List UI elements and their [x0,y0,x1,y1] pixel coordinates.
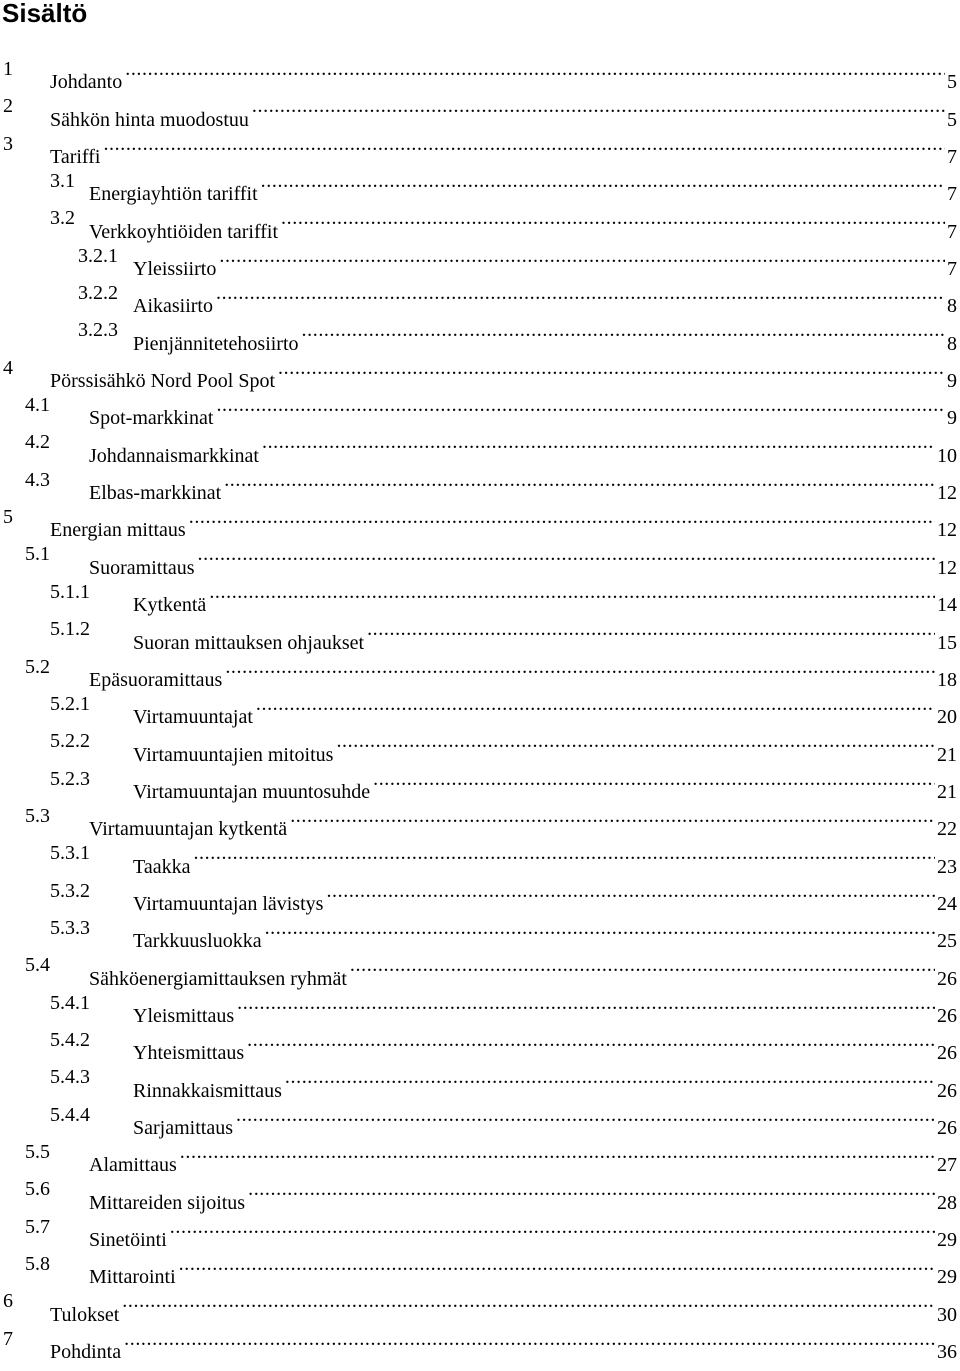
toc-entry[interactable] [0,126,960,169]
toc-entry[interactable] [0,1246,960,1289]
toc-entry[interactable] [0,723,960,766]
dot-leader [265,910,935,947]
toc-entry-page-number: 36 [937,1341,957,1364]
dot-leader [170,1209,935,1246]
toc-entry-page-number: 10 [937,444,957,467]
toc-entry-number: 5.2.1 [50,692,90,715]
dot-leader [180,1134,935,1171]
table-of-contents [0,51,960,1364]
toc-entry-page-number: 29 [937,1266,957,1289]
toc-entry-page-number: 22 [937,818,957,841]
toc-entry-number: 4.3 [25,468,50,491]
toc-entry[interactable] [0,910,960,953]
toc-entry-number: 7 [3,1327,13,1350]
toc-entry-title[interactable]: Suoramittaus [89,550,196,587]
toc-entry-title[interactable]: Virtamuuntajat [133,699,254,736]
dot-leader [219,238,945,275]
dot-leader [236,1097,935,1134]
toc-entry-number: 2 [3,95,13,118]
dot-leader [281,200,945,237]
toc-entry-number: 3.2 [50,207,75,230]
toc-entry-title[interactable]: Tariffi [50,139,101,176]
toc-entry-title[interactable]: Yleismittaus [133,998,235,1035]
toc-entry[interactable] [0,238,960,281]
toc-entry-title[interactable]: Energiayhtiön tariffit [89,176,259,213]
dot-leader [103,126,945,163]
toc-entry-title[interactable]: Mittarointi [89,1259,177,1296]
toc-entry-number: 5.1.2 [50,618,90,641]
toc-entry-title[interactable]: Sähkön hinta muodostuu [50,102,250,139]
toc-entry-number: 4.2 [25,431,50,454]
toc-entry-title[interactable]: Tulokset [50,1297,120,1334]
toc-entry[interactable] [0,163,960,206]
toc-entry[interactable] [0,88,960,131]
toc-entry[interactable] [0,499,960,542]
page-title: Sisältö [2,0,88,28]
toc-entry[interactable] [0,1097,960,1139]
dot-leader [125,51,945,88]
toc-entry-number: 5.7 [25,1215,50,1238]
toc-entry[interactable] [0,947,960,990]
toc-entry-title[interactable]: Pienjännitetehosiirto [133,326,300,363]
dot-leader [189,499,935,536]
dot-leader [336,723,935,760]
toc-entry-title[interactable]: Pohdinta [50,1334,122,1371]
toc-entry-number: 5.3 [25,804,50,827]
dot-leader [179,1246,935,1283]
toc-entry[interactable] [0,611,960,654]
toc-entry-page-number: 8 [947,332,957,355]
toc-entry[interactable] [0,536,960,579]
toc-entry-number: 4.1 [25,394,50,417]
dot-leader [209,574,935,611]
dot-leader [326,873,935,910]
toc-entry-title[interactable]: Pörssisähkö Nord Pool Spot [50,363,276,400]
dot-leader [261,163,945,200]
toc-entry-page-number: 15 [937,631,957,654]
toc-entry[interactable] [0,462,960,505]
toc-entry-title[interactable]: Mittareiden sijoitus [89,1185,246,1222]
toc-entry-number: 5.1 [25,543,50,566]
toc-entry-title[interactable]: Epäsuoramittaus [89,662,223,699]
toc-entry[interactable] [0,275,960,318]
toc-entry-page-number: 7 [947,146,957,169]
toc-entry[interactable] [0,51,960,94]
dot-leader [248,1171,935,1208]
toc-entry-title[interactable]: Energian mittaus [50,512,187,549]
toc-entry[interactable] [0,1321,960,1364]
toc-entry-number: 5.4.1 [50,991,90,1014]
dot-leader [122,1283,935,1320]
toc-entry-page-number: 5 [947,71,957,94]
toc-entry[interactable] [0,350,960,393]
dot-leader [237,985,935,1022]
toc-entry[interactable] [0,574,960,617]
dot-leader [216,275,945,312]
toc-entry-page-number: 26 [937,1004,957,1027]
toc-entry-page-number: 25 [937,930,957,953]
toc-entry-page-number: 26 [937,1116,957,1139]
toc-entry-page-number: 9 [947,370,957,393]
dot-leader [256,686,935,723]
toc-entry[interactable] [0,873,960,915]
toc-entry-number: 5.6 [25,1178,50,1201]
toc-entry[interactable] [0,1022,960,1065]
toc-entry-title[interactable]: Sarjamittaus [133,1110,234,1147]
toc-entry[interactable] [0,1059,960,1102]
dot-leader [224,462,935,499]
toc-entry-title[interactable]: Yleissiirto [133,251,217,288]
toc-entry-title[interactable]: Taakka [133,849,191,886]
toc-entry-page-number: 29 [937,1229,957,1251]
toc-entry-title[interactable]: Virtamuuntajan lävistys [133,886,324,923]
toc-entry-number: 5.8 [25,1253,50,1275]
dot-leader [247,1022,935,1059]
toc-entry-page-number: 7 [947,258,957,281]
toc-entry[interactable] [0,798,960,841]
toc-entry-page-number: 14 [937,594,957,617]
dot-leader [290,798,935,835]
toc-entry[interactable] [0,1134,960,1177]
toc-entry-page-number: 9 [947,407,957,430]
toc-entry-number: 5.4 [25,954,50,977]
toc-entry-page-number: 23 [937,855,957,878]
toc-entry-title[interactable]: Verkkoyhtiöiden tariffit [89,214,279,251]
toc-entry-number: 1 [3,58,13,80]
toc-entry-page-number: 20 [937,706,957,729]
dot-leader [373,761,935,798]
toc-entry-number: 5.2.3 [50,767,90,790]
toc-entry-page-number: 30 [937,1303,957,1326]
toc-entry-number: 5.1.1 [50,580,90,603]
toc-entry-title[interactable]: Johdanto [50,64,123,101]
toc-entry-page-number: 24 [937,892,957,915]
dot-leader [262,424,935,461]
toc-entry-page-number: 26 [937,1079,957,1102]
toc-entry-page-number: 26 [937,1042,957,1065]
dot-leader [124,1321,935,1358]
toc-entry-number: 4 [3,356,13,379]
dot-leader [278,350,945,387]
dot-leader [198,536,935,573]
toc-entry-number: 5.5 [25,1140,50,1163]
toc-entry[interactable] [0,1209,960,1251]
dot-leader [367,611,935,648]
dot-leader [302,312,945,349]
toc-entry-number: 3.2.3 [78,319,118,342]
toc-entry-page-number: 7 [947,183,957,206]
toc-entry-title[interactable]: Spot-markkinat [89,400,214,437]
toc-entry-page-number: 8 [947,295,957,318]
toc-entry-title[interactable]: Sinetöinti [89,1222,168,1259]
toc-entry-title[interactable]: Virtamuuntajien mitoitus [133,737,334,774]
toc-entry-page-number: 21 [937,743,957,766]
toc-entry-number: 5.4.4 [50,1103,90,1126]
toc-entry-title[interactable]: Virtamuuntajan kytkentä [89,811,288,848]
toc-entry-title[interactable]: Suoran mittauksen ohjaukset [133,625,365,662]
toc-entry-number: 5.4.2 [50,1028,90,1051]
toc-entry-number: 3 [3,132,13,155]
toc-entry[interactable] [0,1171,960,1214]
toc-entry-page-number: 18 [937,668,957,691]
toc-entry-title[interactable]: Yhteismittaus [133,1035,245,1072]
toc-entry-page-number: 26 [937,967,957,990]
toc-entry[interactable] [0,312,960,355]
toc-entry[interactable] [0,985,960,1027]
toc-entry-title[interactable]: Alamittaus [89,1147,178,1184]
toc-entry-title[interactable]: Aikasiirto [133,288,214,325]
toc-entry-page-number: 12 [937,482,957,505]
toc-entry-page-number: 7 [947,220,957,243]
toc-entry-page-number: 12 [937,556,957,579]
toc-entry-title[interactable]: Tarkkuusluokka [133,923,263,960]
toc-entry[interactable] [0,387,960,430]
toc-entry-number: 3.2.1 [78,244,118,267]
toc-entry-page-number: 21 [937,780,957,803]
toc-entry-page-number: 27 [937,1154,957,1177]
toc-entry-page-number: 28 [937,1191,957,1214]
toc-entry-number: 5 [3,506,13,529]
toc-entry[interactable] [0,424,960,467]
toc-entry[interactable] [0,1283,960,1326]
toc-entry-number: 5.3.2 [50,879,90,902]
toc-entry-number: 5.3.1 [50,842,90,865]
toc-entry[interactable] [0,686,960,729]
toc-entry-title[interactable]: Johdannaismarkkinat [89,438,260,475]
dot-leader [350,947,935,984]
toc-entry-title[interactable]: Virtamuuntajan muuntosuhde [133,774,371,811]
dot-leader [225,649,935,686]
toc-entry-number: 5.4.3 [50,1066,90,1089]
dot-leader [216,387,945,424]
toc-entry-page-number: 5 [947,108,957,131]
toc-entry[interactable] [0,200,960,243]
toc-entry-title[interactable]: Kytkentä [133,587,207,624]
toc-entry-title[interactable]: Elbas-markkinat [89,475,222,512]
toc-entry-title[interactable]: Sähköenergiamittauksen ryhmät [89,961,348,998]
dot-leader [285,1059,935,1096]
dot-leader [193,835,935,872]
toc-entry-title[interactable]: Rinnakkaismittaus [133,1073,283,1110]
toc-entry[interactable] [0,835,960,878]
toc-entry-page-number: 12 [937,519,957,542]
toc-entry-number: 5.2 [25,655,50,678]
toc-entry-number: 6 [3,1290,13,1313]
toc-entry-number: 3.1 [50,170,75,193]
dot-leader [252,88,945,125]
toc-entry[interactable] [0,649,960,691]
toc-entry-number: 3.2.2 [78,282,118,305]
toc-entry-number: 5.3.3 [50,916,90,939]
toc-entry-number: 5.2.2 [50,730,90,753]
toc-entry[interactable] [0,761,960,803]
